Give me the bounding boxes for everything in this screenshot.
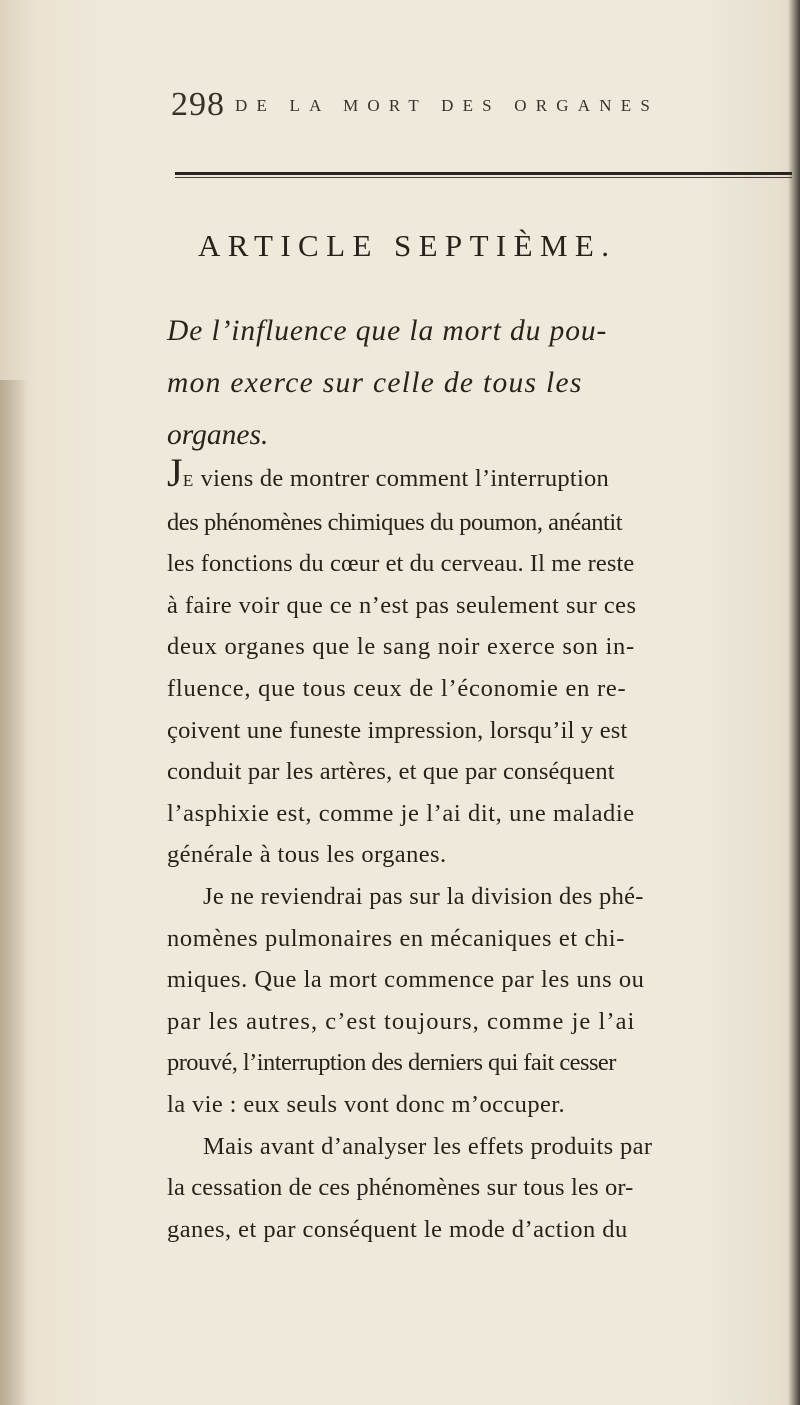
text-line: par les autres, c’est toujours, comme je l’ai: [167, 1007, 636, 1035]
text-line: prouvé, l’interruption des derniers qui fait cesser: [167, 1049, 616, 1077]
article-title: ARTICLE SEPTIÈME.: [198, 228, 617, 263]
running-head: [171, 86, 659, 124]
subtitle-line: mon exerce sur celle de tous les: [167, 367, 583, 399]
text-line: générale à tous les organes.: [167, 841, 447, 869]
header-rule-thin: [175, 177, 792, 178]
text-line: l’asphixie est, comme je l’ai dit, une maladie: [167, 799, 635, 827]
subtitle-line: De l’influence que la mort du pou-: [167, 315, 608, 347]
body-text: [167, 450, 797, 1250]
text-line: ganes, et par conséquent le mode d’action du: [167, 1215, 628, 1243]
text-line: fluence, que tous ceux de l’économie en re-: [167, 674, 627, 702]
text-line: des phénomènes chimiques du poumon, anéantit: [167, 508, 623, 536]
text-line: Mais avant d’analyser les effets produits par: [203, 1132, 653, 1160]
text-line: conduit par les artères, et que par conséquent: [167, 758, 615, 786]
text-line: JE viens de montrer comment l’interruption: [167, 450, 610, 495]
text-line: à faire voir que ce n’est pas seulement sur ces: [167, 591, 637, 619]
text-line: la vie : eux seuls vont donc m’occuper.: [167, 1090, 565, 1118]
text-line: deux organes que le sang noir exerce son in-: [167, 633, 635, 661]
text-line: la cessation de ces phénomènes sur tous les or-: [167, 1174, 634, 1202]
text-line: miques. Que la mort commence par les uns ou: [167, 966, 645, 994]
subtitle-line: organes.: [167, 419, 269, 451]
text-line: Je ne reviendrai pas sur la division des phé-: [203, 882, 644, 910]
running-title: DE LA MORT DES ORGANES: [235, 96, 659, 115]
small-cap: E: [182, 471, 195, 490]
binding-shadow: [0, 380, 28, 1405]
header-rule-thick: [175, 172, 792, 175]
drop-initial: J: [167, 450, 183, 495]
text-line: nomènes pulmonaires en mécaniques et chi-: [167, 924, 625, 952]
text-line: les fonctions du cœur et du cerveau. Il me reste: [167, 550, 635, 578]
article-subtitle: [167, 305, 800, 461]
page-number: 298: [171, 86, 225, 123]
text-line: çoivent une funeste impression, lorsqu’il y est: [167, 716, 628, 744]
